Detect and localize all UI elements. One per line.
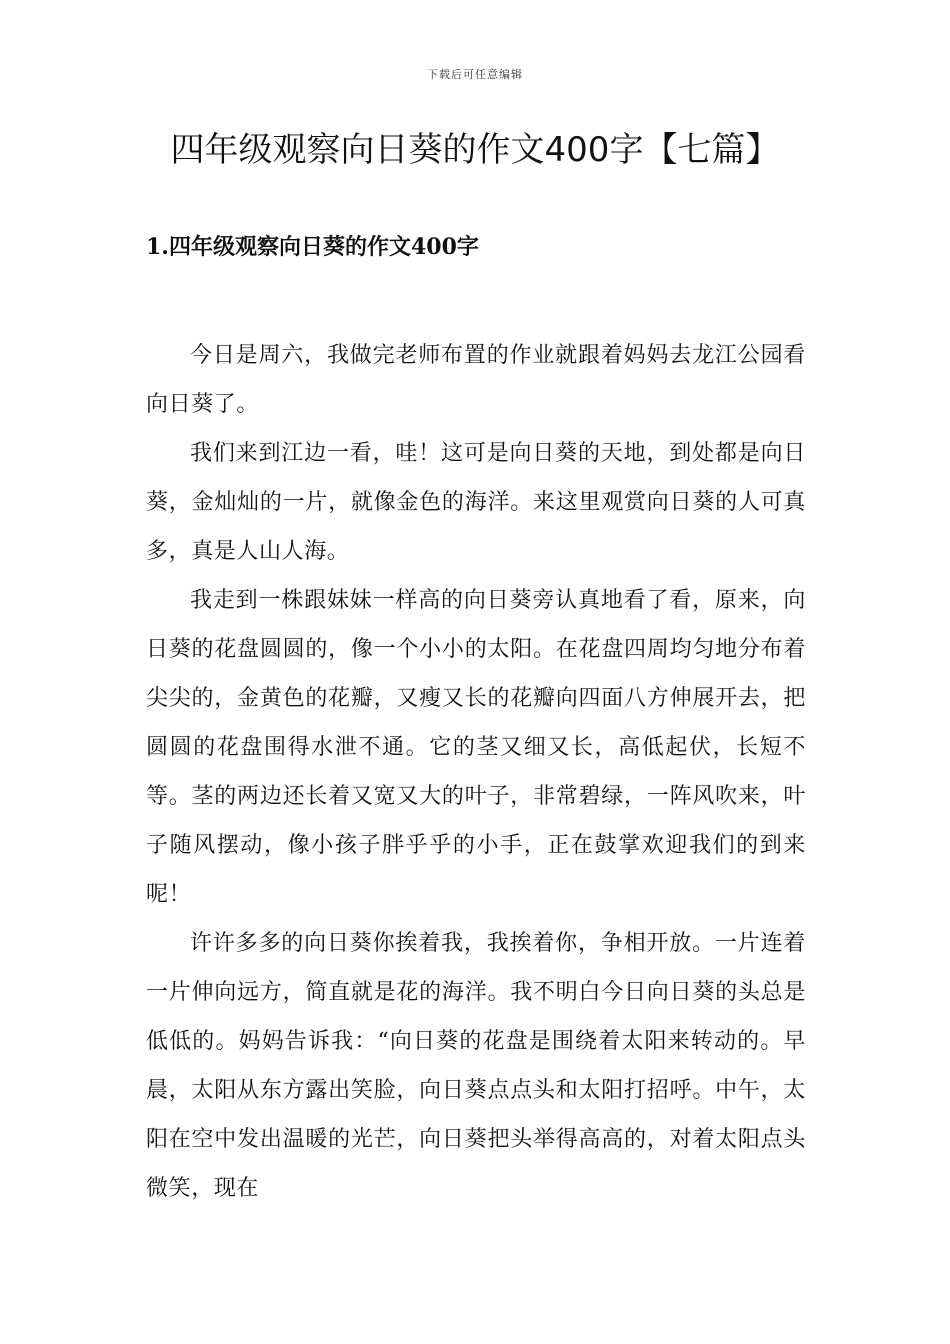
section-heading: 1.四年级观察向日葵的作文400字 — [146, 234, 479, 260]
paragraph-2: 我们来到江边一看，哇！这可是向日葵的天地，到处都是向日葵，金灿灿的一片，就像金色的海洋。来这里观赏向日葵的人可真多，真是人山人海。 — [146, 441, 806, 564]
paragraph-3: 我走到一株跟妹妹一样高的向日葵旁认真地看了看，原来，向日葵的花盘圆圆的，像一个小小的太阳。在花盘四周均匀地分布着尖尖的，金黄色的花瓣，又瘦又长的花瓣向四面八方伸展开去，把圆圆的花盘围得水泄不通。它的茎又细又长，高低起伏，长短不等。茎的两边还长着又宽又大的叶子，非常碧绿，一阵风吹来，叶子随风摆动，像小孩子胖乎乎的小手，正在鼓掌欢迎我们的到来呢！ — [146, 588, 806, 907]
paragraph-1: 今日是周六，我做完老师布置的作业就跟着妈妈去龙江公园看向日葵了。 — [146, 343, 806, 417]
essay-body — [146, 331, 806, 1213]
page-header-note: 下载后可任意编辑 — [427, 68, 523, 81]
document-title: 四年级观察向日葵的作文400字【七篇】 — [170, 130, 780, 170]
paragraph-4: 许许多多的向日葵你挨着我，我挨着你，争相开放。一片连着一片伸向远方，简直就是花的海洋。我不明白今日向日葵的头总是低低的。妈妈告诉我：“向日葵的花盘是围绕着太阳来转动的。早晨，太阳从东方露出笑脸，向日葵点点头和太阳打招呼。中午，太阳在空中发出温暖的光芒，向日葵把头举得高高的，对着太阳点头微笑，现在 — [146, 931, 806, 1201]
